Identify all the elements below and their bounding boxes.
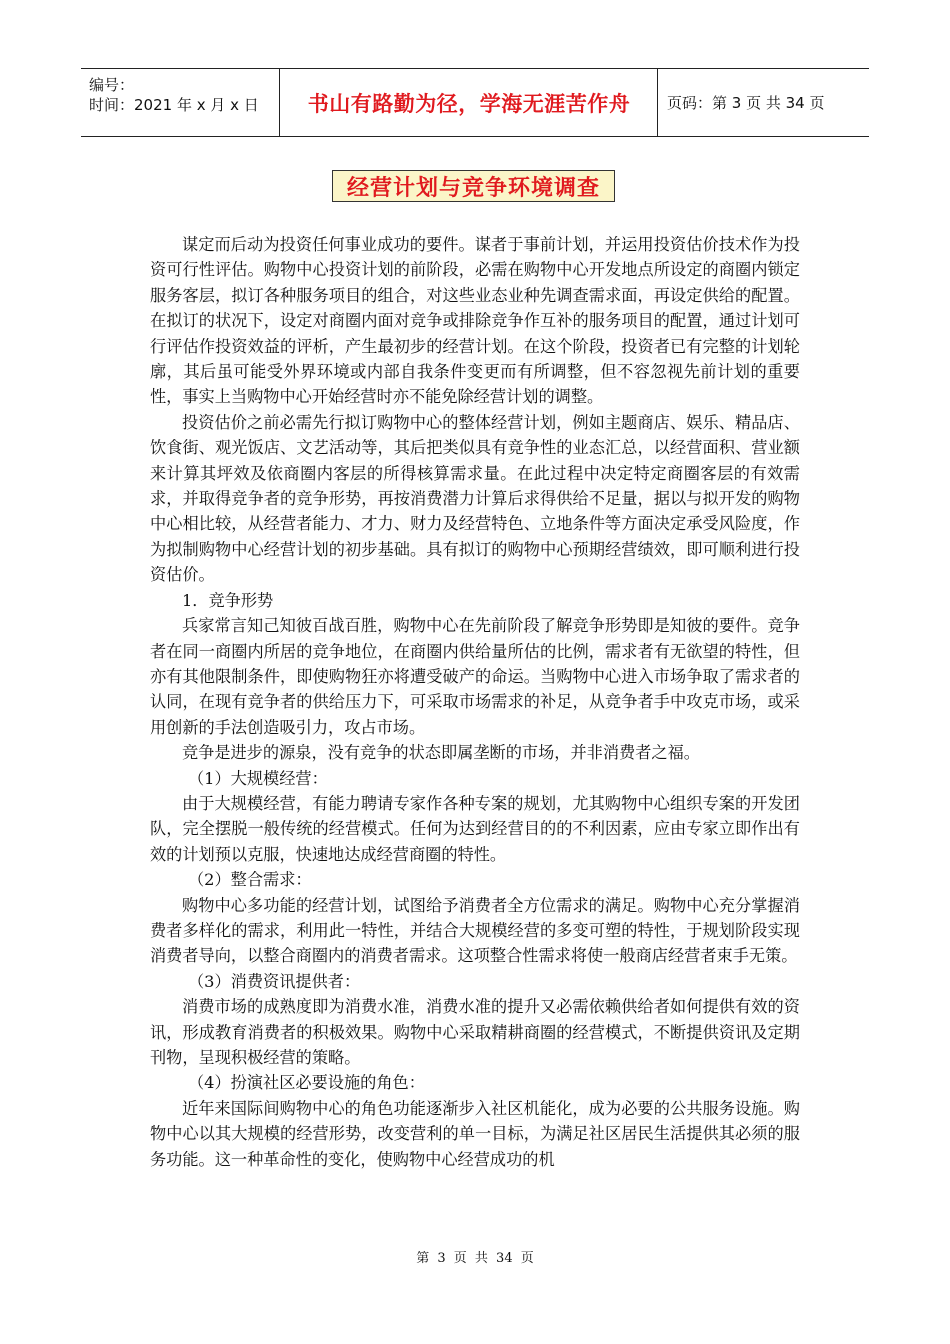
document-body bbox=[150, 232, 800, 1172]
body-paragraph: 1．竞争形势 bbox=[182, 590, 274, 610]
section-subheading: （1）大规模经营： bbox=[188, 768, 328, 788]
body-paragraph: 兵家常言知己知彼百战百胜，购物中心在先前阶段了解竞争形势即是知彼的要件。竞争者在同一商圈内所居的竞争地位，在商圈内供给量所估的比例，需求者有无欲望的特性，但亦有其他限制条件，即使购物狂亦将遭受破产的命运。当购物中心进入市场争取了需求者的认同，在现有竞争者的供给压力下，可采取市场需求的补足，从竞争者手中攻克市场，或采用创新的手法创造吸引力，攻占市场。 bbox=[150, 616, 800, 737]
body-paragraph: 竞争是进步的源泉，没有竞争的状态即属垄断的市场，并非消费者之福。 bbox=[182, 743, 700, 763]
page-info: 页码：第 3 页 共 34 页 bbox=[667, 94, 825, 112]
section-subheading: （2）整合需求： bbox=[188, 870, 312, 890]
body-paragraph: 由于大规模经营，有能力聘请专家作各种专案的规划，尤其购物中心组织专案的开发团队，完全摆脱一般传统的经营模式。任何为达到经营目的的不利因素，应由专家立即作出有效的计划预以克服，快速地达成经营商圈的特性。 bbox=[150, 793, 800, 864]
document-title: 经营计划与竞争环境调查 bbox=[346, 175, 600, 201]
header-motto-cell bbox=[281, 69, 658, 136]
body-paragraph: 购物中心多功能的经营计划，试图给予消费者全方位需求的满足。购物中心充分掌握消费者多样化的需求，利用此一特性，并结合大规模经营的多变可塑的特性，于规划阶段实现消费者导向，以整合商圈内的消费者需求。这项整合性需求将使一般商店经营者束手无策。 bbox=[150, 895, 800, 966]
header-meta-cell bbox=[81, 69, 280, 136]
body-paragraph: 谋定而后动为投资任何事业成功的要件。谋者于事前计划，并运用投资估价技术作为投资可行性评估。购物中心投资计划的前阶段，必需在购物中心开发地点所设定的商圈内锁定服务客层，拟订各种服务项目的组合，对这些业态业种先调查需求面，再设定供给的配置。在拟订的状况下，设定对商圈内面对竞争或排除竞争作互补的服务项目的配置，通过计划可行评估作投资效益的评析，产生最初步的经营计划。在这个阶段，投资者已有完整的计划轮廓，其后虽可能受外界环境或内部自我条件变更而有所调整，但不容忽视先前计划的重要性，事实上当购物中心开始经营时亦不能免除经营计划的调整。 bbox=[150, 235, 800, 407]
body-paragraph: 消费市场的成熟度即为消费水准，消费水准的提升又必需依赖供给者如何提供有效的资讯，形成教育消费者的积极效果。购物中心采取精耕商圈的经营模式，不断提供资讯及定期刊物，呈现积极经营的策略。 bbox=[150, 997, 800, 1067]
section-subheading: （4）扮演社区必要设施的角色： bbox=[188, 1073, 425, 1093]
time-label: 时间：2021 年 x 月 x 日 bbox=[89, 96, 259, 114]
section-subheading: （3）消费资讯提供者： bbox=[188, 971, 361, 991]
number-label: 编号： bbox=[89, 76, 135, 94]
body-paragraph: 近年来国际间购物中心的角色功能逐渐步入社区机能化，成为必要的公共服务设施。购物中心以其大规模的经营形势，改变营利的单一目标，为满足社区居民生活提供其必须的服务功能。这一种革命性的变化，使购物中心经营成功的机 bbox=[150, 1098, 800, 1169]
body-paragraph: 投资估价之前必需先行拟订购物中心的整体经营计划，例如主题商店、娱乐、精品店、饮食街、观光饭店、文艺活动等，其后把类似具有竞争性的业态汇总，以经营面积、营业额来计算其坪效及依商圈内客层的所得核算需求量。在此过程中决定特定商圈客层的有效需求，并取得竞争者的竞争形势，再按消费潜力计算后求得供给不足量，据以与拟开发的购物中心相比较，从经营者能力、才力、财力及经营特色、立地条件等方面决定承受风险度，作为拟制购物中心经营计划的初步基础。具有拟订的购物中心预期经营绩效，即可顺利进行投资估价。 bbox=[150, 412, 800, 585]
document-title-box bbox=[332, 170, 615, 202]
page-footer: 第 3 页 共 34 页 bbox=[416, 1251, 534, 1266]
motto-text: 书山有路勤为径，学海无涯苦作舟 bbox=[307, 91, 631, 116]
header-table bbox=[81, 68, 869, 137]
